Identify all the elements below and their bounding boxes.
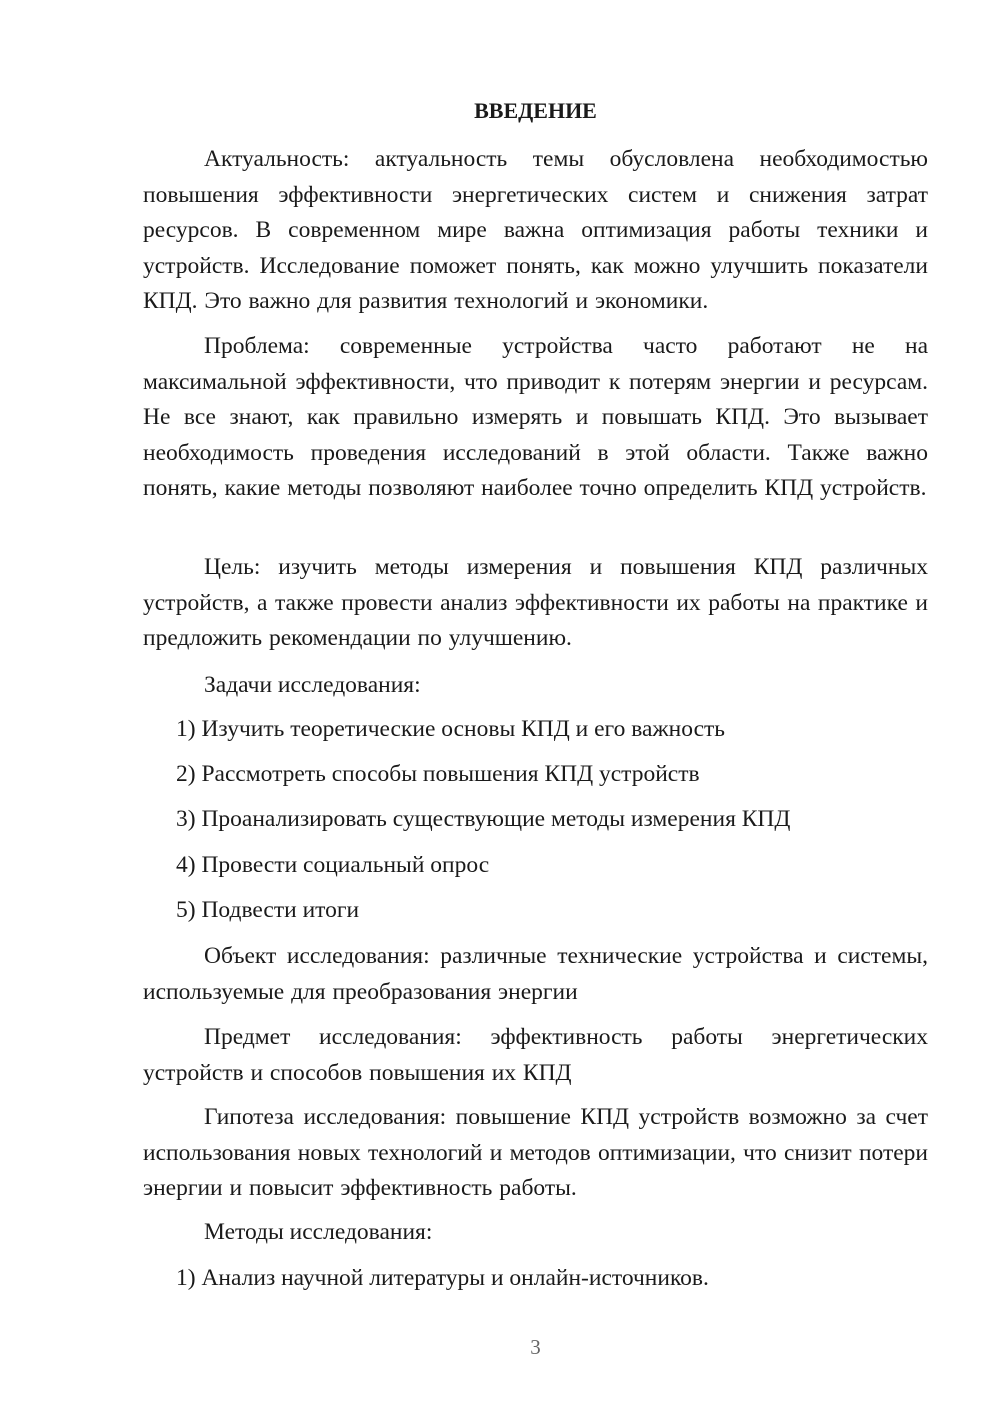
page-title: ВВЕДЕНИЕ <box>474 98 597 123</box>
problem-paragraph: Проблема: современные устройства часто работают не на максимальной эффективности, что приводит к потерям энергии и ресурсам. Не все знают, как правильно измерять и повышать КПД. Это вызывает необходимость проведения исследований в этой области. Также важно понять, какие методы позволяют наиболее точно определить КПД устройств. <box>143 333 928 501</box>
list-item: 2) Рассмотреть способы повышения КПД устройств <box>176 761 700 787</box>
page-number: 3 <box>530 1335 541 1359</box>
list-item: 3) Проанализировать существующие методы измерения КПД <box>176 806 791 832</box>
list-item: 1) Изучить теоретические основы КПД и его важность <box>176 716 726 742</box>
hypothesis-paragraph: Гипотеза исследования: повышение КПД устройств возможно за счет использования новых технологий и методов оптимизации, что снизит потери энергии и повысит эффективность работы. <box>143 1104 928 1201</box>
list-item: 1) Анализ научной литературы и онлайн-источников. <box>176 1265 709 1291</box>
list-item: 5) Подвести итоги <box>176 897 360 923</box>
document-page <box>143 0 928 1414</box>
relevance-paragraph: Актуальность: актуальность темы обусловлена необходимостью повышения эффективности энергетических систем и снижения затрат ресурсов. В современном мире важна оптимизация работы техники и устройств. Исследование поможет понять, как можно улучшить показатели КПД. Это важно для развития технологий и экономики. <box>143 146 928 314</box>
list-item: 4) Провести социальный опрос <box>176 852 490 878</box>
goal-paragraph: Цель: изучить методы измерения и повышения КПД различных устройств, а также провести анализ эффективности их работы на практике и предложить рекомендации по улучшению. <box>143 554 928 651</box>
object-paragraph: Объект исследования: различные технические устройства и системы, используемые для преобразования энергии <box>143 943 928 1005</box>
tasks-heading: Задачи исследования: <box>204 672 421 698</box>
methods-heading: Методы исследования: <box>204 1219 433 1245</box>
subject-paragraph: Предмет исследования: эффективность работы энергетических устройств и способов повышения их КПД <box>143 1024 928 1086</box>
